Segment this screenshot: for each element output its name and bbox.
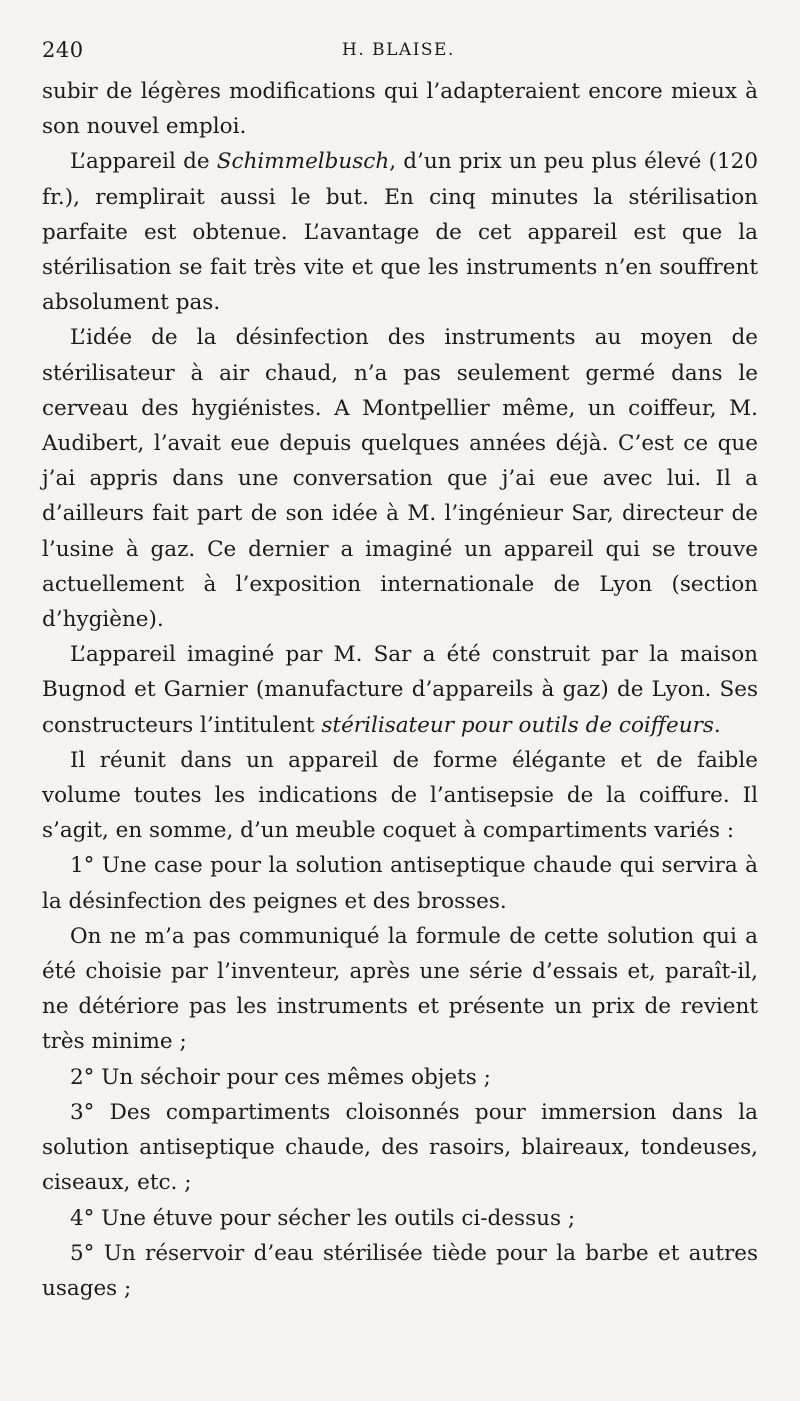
text-segment: 1° Une case pour la solution antiseptique chaude qui servira à la désinfection des peignes et des brosses.: [42, 853, 758, 914]
paragraph: [42, 743, 758, 849]
text-segment: 5° Un réservoir d’eau stérilisée tiède pour la barbe et autres usages ;: [42, 1240, 758, 1301]
text-segment: 4° Une étuve pour sécher les outils ci-dessus ;: [70, 1205, 576, 1231]
text-segment: On ne m’a pas communiqué la formule de cette solution qui a été choisie par l’inventeur, après une série d’essais et, paraît-il, ne détériore pas les instruments et présente un prix de revient très minime ;: [42, 923, 758, 1055]
text-segment: L’idée de la désinfection des instruments au moyen de stérilisateur à air chaud, n’a pas seulement germé dans le cerveau des hygiénistes. A Montpellier même, un coiffeur, M. Audibert, l’avait eue depuis quelques années déjà. C’est ce que j’ai appris dans une conversation que j’ai eue avec lui. Il a d’ailleurs fait part de son idée à M. l’ingénieur Sar, directeur de l’usine à gaz. Ce dernier a imaginé un appareil qui se trouve actuellement à l’exposition internationale de Lyon (section d’hygiène).: [42, 325, 758, 633]
text-segment: , d’un prix un peu plus élevé (120 fr.), remplirait aussi le but. En cinq minutes la stérilisation parfaite est obtenue. L’avantage de cet appareil est que la stérilisation se fait très vite et que les instruments n’en souffrent absolument pas.: [42, 149, 759, 316]
paragraph: [42, 637, 758, 743]
page-number: 240: [42, 38, 84, 62]
paragraph: [42, 919, 758, 1060]
paragraph: [42, 1201, 758, 1236]
italic-text: Schimmelbusch: [216, 149, 390, 175]
text-segment: 3° Des compartiments cloisonnés pour immersion dans la solution antiseptique chaude, des rasoirs, blaireaux, tondeuses, ciseaux, etc. ;: [42, 1099, 758, 1196]
paragraph: [42, 1236, 758, 1306]
text-segment: L’appareil imaginé par M. Sar a été construit par la maison Bugnod et Garnier (manufacture d’appareils à gaz) de Lyon. Ses constructeurs l’intitulent: [42, 642, 758, 738]
paragraph: [42, 848, 758, 918]
running-head: H. BLAISE.: [342, 40, 455, 60]
paragraph: [42, 1095, 758, 1201]
text-segment: L’appareil de: [70, 149, 217, 175]
body-text: [42, 74, 758, 1306]
paragraph: [42, 1060, 758, 1095]
paragraph: [42, 144, 758, 320]
text-segment: subir de légères modifications qui l’adapteraient encore mieux à son nouvel emploi.: [42, 79, 758, 140]
italic-text: stérilisateur pour outils de coiffeurs: [321, 712, 714, 738]
text-segment: Il réunit dans un appareil de forme élégante et de faible volume toutes les indications de l’antisepsie de la coiffure. Il s’agit, en somme, d’un meuble coquet à compartiments variés :: [42, 747, 758, 844]
page-header: [42, 38, 758, 74]
paragraph: [42, 74, 758, 144]
text-segment: 2° Un séchoir pour ces mêmes objets ;: [70, 1064, 491, 1090]
paragraph: [42, 320, 758, 637]
text-segment: .: [713, 712, 721, 738]
